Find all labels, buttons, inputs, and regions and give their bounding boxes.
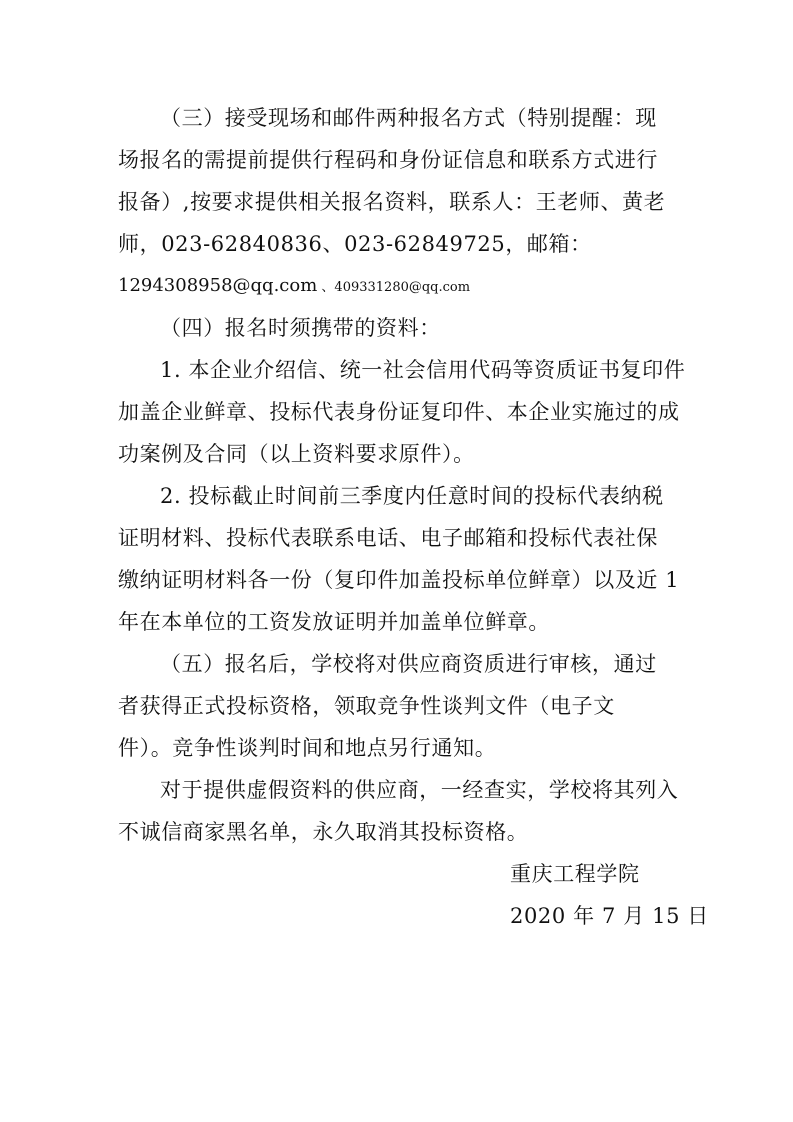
section4-heading: （四）报名时须携带的资料： <box>160 316 441 340</box>
section4-item1-line3: 功案例及合同（以上资料要求原件）。 <box>118 442 475 466</box>
section4-item2-line1: 2. 投标截止时间前三季度内任意时间的投标代表纳税 <box>160 484 664 508</box>
section5-line1: （五）报名后，学校将对供应商资质进行审核，通过 <box>160 652 657 676</box>
section4-item1-line2: 加盖企业鲜章、投标代表身份证复印件、本企业实施过的成 <box>118 400 680 424</box>
section3-line1: （三）接受现场和邮件两种报名方式（特别提醒：现 <box>160 106 657 130</box>
email-primary: 1294308958@qq.com <box>118 275 318 296</box>
email-separator: 、 <box>317 280 335 295</box>
section5-line3: 件）。竞争性谈判时间和地点另行通知。 <box>118 736 497 760</box>
warning-line1: 对于提供虚假资料的供应商，一经查实，学校将其列入 <box>160 778 679 802</box>
email-line <box>118 271 678 303</box>
section3-line4: 师，023-62840836、023-62849725，邮箱： <box>118 232 592 256</box>
section3-line2: 场报名的需提前提供行程码和身份证信息和联系方式进行 <box>118 148 658 172</box>
section4-item2-line3: 缴纳证明材料各一份（复印件加盖投标单位鲜章）以及近 1 <box>118 568 680 592</box>
signature-org: 重庆工程学院 <box>510 862 640 886</box>
email-secondary: 409331280@qq.com <box>334 280 471 295</box>
section4-item2-line2: 证明材料、投标代表联系电话、电子邮箱和投标代表社保 <box>118 526 658 550</box>
signature-date: 2020 年 7 月 15 日 <box>510 904 709 928</box>
section4-item2-line4: 年在本单位的工资发放证明并加盖单位鲜章。 <box>118 610 550 634</box>
section5-line2: 者获得正式投标资格，领取竞争性谈判文件（电子文 <box>118 694 615 718</box>
warning-line2: 不诚信商家黑名单，永久取消其投标资格。 <box>118 820 529 844</box>
section4-item1-line1: 1. 本企业介绍信、统一社会信用代码等资质证书复印件 <box>160 358 686 382</box>
section3-line3: 报备）,按要求提供相关报名资料，联系人：王老师、黄老 <box>118 190 666 214</box>
